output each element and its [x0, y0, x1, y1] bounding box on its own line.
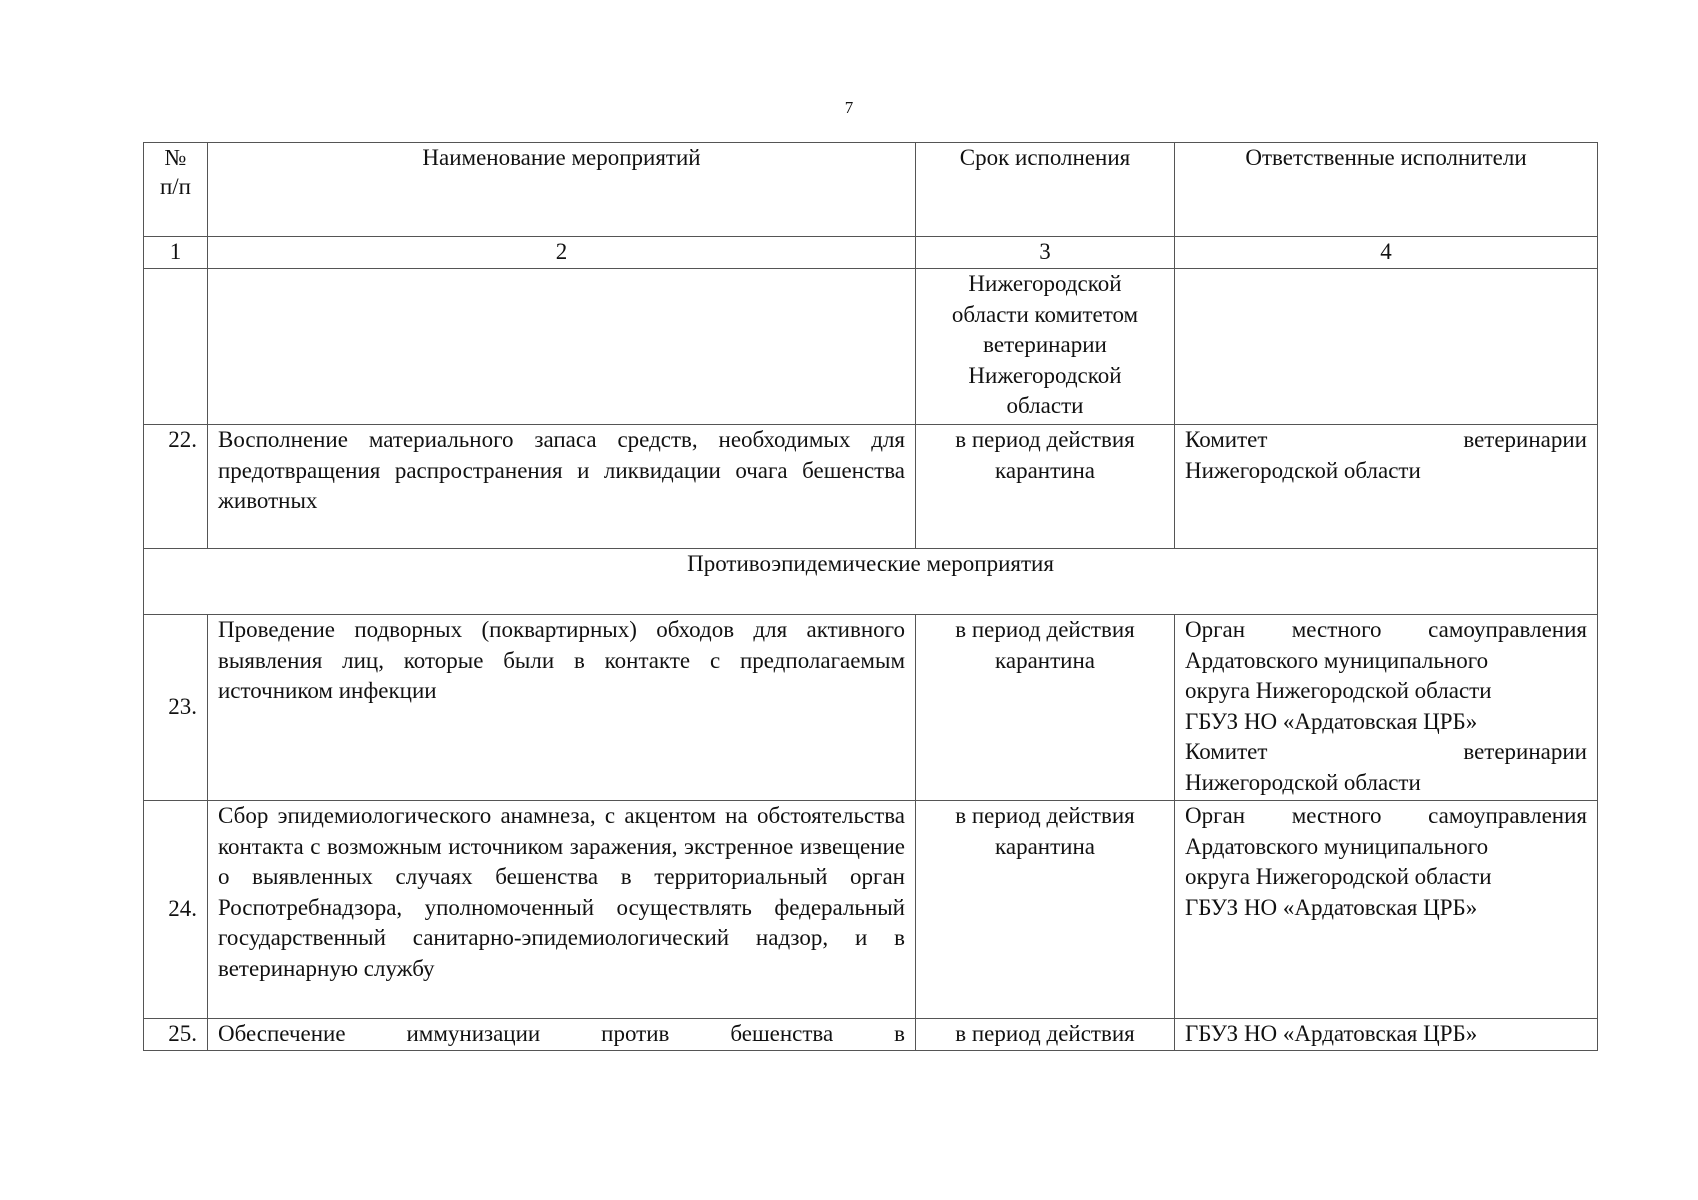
header-name: Наименование мероприятий — [208, 143, 916, 237]
section-title: Противоэпидемические мероприятия — [144, 549, 1598, 615]
row-responsible — [1175, 425, 1598, 549]
header-term: Срок исполнения — [916, 143, 1175, 237]
table-row — [144, 425, 1598, 549]
table-row — [144, 801, 1598, 1019]
row-number: 23. — [144, 615, 208, 801]
row-name: Обеспечение иммунизации против бешенства в — [208, 1019, 916, 1051]
row-term: в период действия карантина — [916, 425, 1175, 549]
header-responsible: Ответственные исполнители — [1175, 143, 1598, 237]
row-number: 22. — [144, 425, 208, 549]
responsible-line: Орган местного самоуправления Ардатовского муниципального — [1185, 617, 1587, 673]
row-number: 24. — [144, 801, 208, 1019]
row-term: в период действия карантина — [916, 801, 1175, 1019]
row-responsible — [1175, 801, 1598, 1019]
page-number: 7 — [844, 98, 854, 117]
row-name: Сбор эпидемиологического анамнеза, с акцентом на обстоятельства контакта с возможным источником заражения, экстренное извещение о выявленных случаях бешенства в территориальный орган Роспотребнадзора, уполномоченный осуществлять федеральный государственный санитарно-эпидемиологический надзор, и в ветеринарную службу — [208, 801, 916, 1019]
row-term: в период действия — [916, 1019, 1175, 1051]
row-name: Восполнение материального запаса средств, необходимых для предотвращения распространения и ликвидации очага бешенства животных — [208, 425, 916, 549]
responsible-line: Нижегородской области — [1185, 769, 1421, 795]
responsible-line: Нижегородской области — [1185, 457, 1421, 483]
row-name: Проведение подворных (поквартирных) обходов для активного выявления лиц, которые были в контакте с предполагаемым источником инфекции — [208, 615, 916, 801]
responsible-line: округа Нижегородской области — [1185, 864, 1492, 889]
section-row — [144, 549, 1598, 615]
table-row — [144, 269, 1598, 425]
column-number-4: 4 — [1175, 237, 1598, 269]
cell-responsible — [1175, 269, 1598, 425]
row-responsible — [1175, 615, 1598, 801]
cell-term: Нижегородской области комитетом ветеринарии Нижегородской области — [916, 269, 1175, 425]
table-row — [144, 1019, 1598, 1051]
table-row — [144, 615, 1598, 801]
responsible-line: ГБУЗ НО «Ардатовская ЦРБ» — [1185, 708, 1478, 734]
row-responsible: ГБУЗ НО «Ардатовская ЦРБ» — [1175, 1019, 1598, 1051]
responsible-line: Орган местного самоуправления Ардатовского муниципального — [1185, 803, 1587, 859]
column-number-1: 1 — [144, 237, 208, 269]
row-term: в период действия карантина — [916, 615, 1175, 801]
header-number: № п/п — [144, 143, 208, 237]
cell-name — [208, 269, 916, 425]
column-numbers-row — [144, 237, 1598, 269]
column-number-3: 3 — [916, 237, 1175, 269]
responsible-line: Комитет ветеринарии — [1185, 427, 1587, 452]
measures-table — [143, 142, 1598, 1051]
column-number-2: 2 — [208, 237, 916, 269]
cell-number — [144, 269, 208, 425]
row-number: 25. — [144, 1019, 208, 1051]
responsible-line: Комитет ветеринарии — [1185, 739, 1587, 764]
responsible-line: ГБУЗ НО «Ардатовская ЦРБ» — [1185, 894, 1478, 920]
table-header-row — [144, 143, 1598, 237]
responsible-line: округа Нижегородской области — [1185, 678, 1492, 703]
